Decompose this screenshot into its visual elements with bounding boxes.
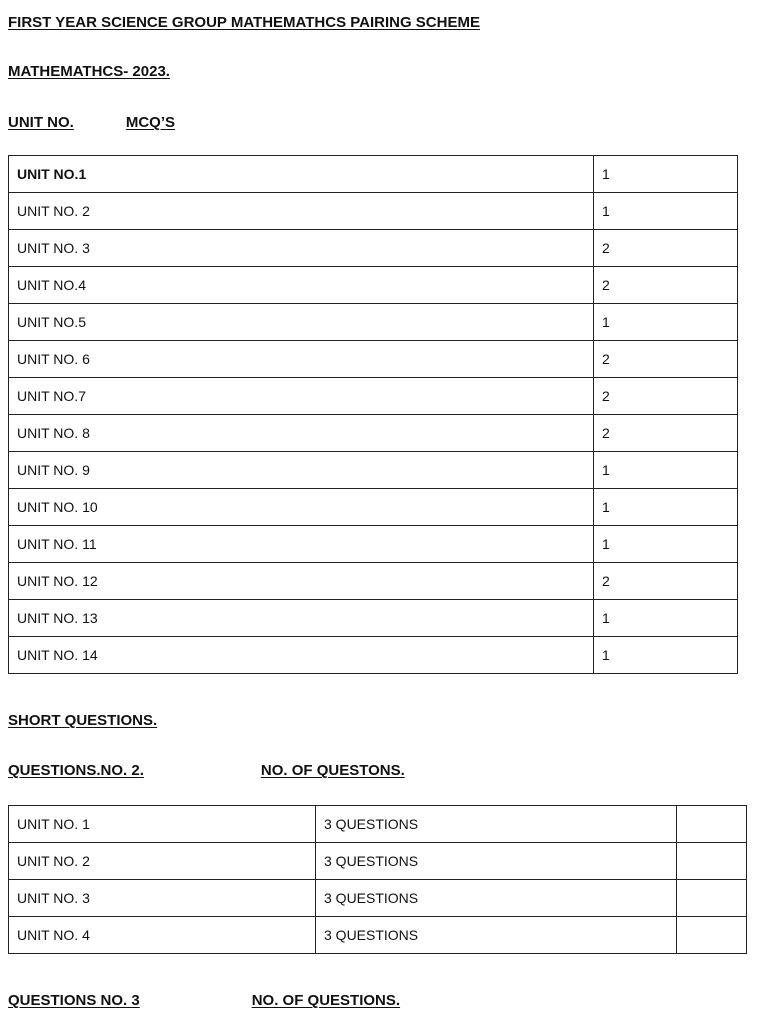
- mcq-count-cell: 2: [594, 415, 738, 452]
- question-2-count-label: NO. OF QUESTONS.: [260, 762, 405, 779]
- questions-cell: 3 QUESTIONS: [316, 843, 677, 880]
- question-3-heading: [8, 992, 400, 1009]
- extra-cell: [677, 917, 747, 954]
- mcq-count-cell: 1: [594, 526, 738, 563]
- questions-cell: 3 QUESTIONS: [316, 880, 677, 917]
- unit-cell: UNIT NO. 3: [9, 880, 316, 917]
- unit-cell: UNIT NO. 3: [9, 230, 594, 267]
- table-row: [9, 843, 747, 880]
- unit-cell: UNIT NO. 2: [9, 193, 594, 230]
- unit-cell: UNIT NO. 8: [9, 415, 594, 452]
- unit-cell: UNIT NO. 14: [9, 637, 594, 674]
- mcq-count-cell: 2: [594, 267, 738, 304]
- mcq-heading-mcq: MCQ’S: [125, 114, 176, 131]
- mcq-count-cell: 1: [594, 156, 738, 193]
- question-3-label: QUESTIONS NO. 3: [8, 992, 140, 1009]
- mcq-count-cell: 2: [594, 563, 738, 600]
- table-row: [9, 563, 738, 600]
- question-3-count-label: NO. OF QUESTIONS.: [251, 992, 401, 1009]
- short-questions-heading: SHORT QUESTIONS.: [8, 712, 158, 729]
- mcq-count-cell: 1: [594, 193, 738, 230]
- mcq-count-cell: 1: [594, 304, 738, 341]
- extra-cell: [677, 880, 747, 917]
- question-2-heading: [8, 762, 405, 779]
- table-row: [9, 230, 738, 267]
- question-2-table: [8, 805, 747, 954]
- unit-cell: UNIT NO.4: [9, 267, 594, 304]
- unit-cell: UNIT NO.5: [9, 304, 594, 341]
- question-2-label: QUESTIONS.NO. 2.: [8, 762, 144, 779]
- mcq-count-cell: 2: [594, 341, 738, 378]
- unit-cell: UNIT NO. 6: [9, 341, 594, 378]
- mcq-count-cell: 1: [594, 637, 738, 674]
- unit-cell: UNIT NO. 9: [9, 452, 594, 489]
- table-row: [9, 304, 738, 341]
- document-title: FIRST YEAR SCIENCE GROUP MATHEMATHCS PAIRING SCHEME: [8, 14, 480, 31]
- questions-cell: 3 QUESTIONS: [316, 806, 677, 843]
- unit-cell: UNIT NO.1: [9, 156, 594, 193]
- table-row: [9, 806, 747, 843]
- questions-cell: 3 QUESTIONS: [316, 917, 677, 954]
- unit-cell: UNIT NO. 13: [9, 600, 594, 637]
- extra-cell: [677, 843, 747, 880]
- mcq-count-cell: 2: [594, 378, 738, 415]
- table-row: [9, 341, 738, 378]
- table-row: [9, 526, 738, 563]
- table-row: [9, 267, 738, 304]
- mcq-count-cell: 1: [594, 489, 738, 526]
- unit-cell: UNIT NO. 10: [9, 489, 594, 526]
- unit-cell: UNIT NO. 11: [9, 526, 594, 563]
- table-row: [9, 489, 738, 526]
- unit-cell: UNIT NO.7: [9, 378, 594, 415]
- mcq-table-heading: [8, 114, 197, 131]
- mcq-count-cell: 1: [594, 452, 738, 489]
- table-row: [9, 600, 738, 637]
- mcq-table: [8, 155, 738, 674]
- table-row: [9, 415, 738, 452]
- unit-cell: UNIT NO. 2: [9, 843, 316, 880]
- extra-cell: [677, 806, 747, 843]
- table-row: [9, 452, 738, 489]
- mcq-heading-unit: UNIT NO.: [8, 114, 74, 131]
- mcq-count-cell: 1: [594, 600, 738, 637]
- document-subtitle: MATHEMATHCS- 2023.: [8, 63, 170, 80]
- mcq-count-cell: 2: [594, 230, 738, 267]
- unit-cell: UNIT NO. 12: [9, 563, 594, 600]
- table-row: [9, 156, 738, 193]
- table-row: [9, 637, 738, 674]
- unit-cell: UNIT NO. 1: [9, 806, 316, 843]
- table-row: [9, 193, 738, 230]
- table-row: [9, 378, 738, 415]
- table-row: [9, 917, 747, 954]
- unit-cell: UNIT NO. 4: [9, 917, 316, 954]
- table-row: [9, 880, 747, 917]
